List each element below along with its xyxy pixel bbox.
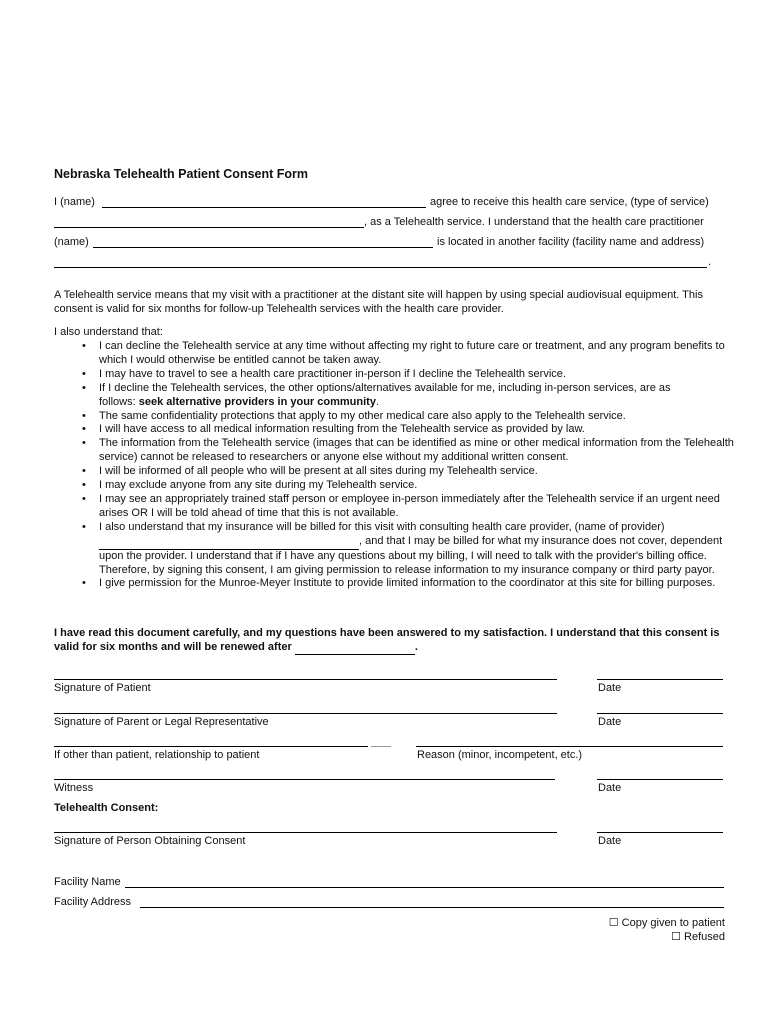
name-label: I (name) — [54, 196, 95, 208]
bullet-icon: • — [82, 437, 86, 450]
relationship-line-gap — [371, 746, 391, 747]
facility-name-field[interactable] — [125, 887, 724, 888]
practitioner-name-field[interactable] — [93, 247, 433, 248]
renewal-date-field[interactable] — [295, 641, 415, 656]
facility-name-label: Facility Name — [54, 876, 121, 888]
acknowledgement-statement: I have read this document carefully, and my questions have been answered to my satisfaction. I understand that this consent is valid for six months and will be renewed after . — [54, 627, 734, 655]
reason-line[interactable] — [416, 746, 723, 747]
witness-date-label: Date — [598, 782, 622, 794]
list-item: • I will be informed of all people who will be present at all sites during my Telehealth service. — [82, 465, 538, 478]
facility-address-field[interactable] — [140, 907, 724, 908]
facility-located-text: is located in another facility (facility name and address) — [437, 236, 705, 248]
bullet-icon: • — [82, 492, 86, 505]
practitioner-name-label: (name) — [54, 236, 89, 248]
patient-signature-label: Signature of Patient — [54, 682, 151, 694]
list-item: • I may exclude anyone from any site during my Telehealth service. — [82, 479, 418, 492]
also-understand-intro: I also understand that: — [54, 326, 163, 338]
understanding-list — [54, 340, 734, 591]
bullet-icon: • — [82, 409, 86, 422]
list-item: • I also understand that my insurance will be billed for this visit with consulting health care provider, (name of provider) , and that I may be billed for what my insurance does not cover, dependent upon the provider. I understand that if I have any questions about my billing, I will need to talk with the provider's billing office. Therefore, by signing this consent, I am giving permission to release information to my insurance company or third party payor. — [82, 520, 723, 576]
form-title: Nebraska Telehealth Patient Consent Form — [54, 167, 308, 181]
parent-signature-line[interactable] — [54, 713, 557, 714]
relationship-label: If other than patient, relationship to patient — [54, 749, 260, 761]
list-item: • I can decline the Telehealth service at any time without affecting my right to future care or treatment, and any program benefits to which I would otherwise be entitled cannot be taken away. — [82, 340, 725, 366]
alternative-providers-text: seek alternative providers in your community — [138, 395, 376, 408]
obtaining-signature-label: Signature of Person Obtaining Consent — [54, 835, 246, 847]
list-item: • The same confidentiality protections that apply to my other medical care also apply to the Telehealth service. — [82, 409, 626, 422]
relationship-line[interactable] — [54, 746, 368, 747]
reason-label: Reason (minor, incompetent, etc.) — [417, 749, 583, 761]
parent-date-label: Date — [598, 716, 622, 728]
witness-label: Witness — [54, 782, 94, 794]
telehealth-service-text: , as a Telehealth service. I understand that the health care practitioner — [364, 216, 704, 228]
bullet-icon: • — [82, 577, 86, 590]
obtaining-signature-line[interactable] — [54, 832, 557, 833]
bullet-icon: • — [82, 520, 86, 533]
service-type-field[interactable] — [54, 227, 364, 228]
list-item: • I give permission for the Munroe-Meyer Institute to provide limited information to the coordinator at this site for billing purposes. — [82, 577, 716, 590]
bullet-icon: • — [82, 423, 86, 436]
witness-date-line[interactable] — [597, 779, 723, 780]
parent-signature-label: Signature of Parent or Legal Representative — [54, 716, 269, 728]
list-item: • I will have access to all medical information resulting from the Telehealth service as provided by law. — [82, 423, 585, 436]
list-item: • The information from the Telehealth service (images that can be identified as mine or other medical information from the Telehealth service) cannot be released to researchers or anyone else without my additional written consent. — [82, 437, 734, 464]
checkbox-icon[interactable]: ☐ — [671, 931, 681, 943]
bullet-icon: • — [82, 479, 86, 492]
witness-signature-line[interactable] — [54, 779, 555, 780]
patient-signature-line[interactable] — [54, 679, 557, 680]
patient-date-line[interactable] — [597, 679, 723, 680]
bullet-icon: • — [82, 367, 86, 380]
period-text: . — [708, 256, 712, 268]
patient-name-field[interactable] — [102, 207, 426, 208]
facility-name-address-field[interactable] — [54, 267, 707, 268]
patient-date-label: Date — [598, 682, 622, 694]
parent-date-line[interactable] — [597, 713, 723, 714]
bullet-icon: • — [82, 381, 86, 394]
refused-option[interactable]: ☐ Refused — [671, 931, 725, 943]
list-item: • If I decline the Telehealth services, the other options/alternatives available for me, including in-person services, are as follows: seek alternative providers in your community. — [82, 381, 671, 408]
list-item: • I may see an appropriately trained staff person or employee in-person immediately after the Telehealth service if an urgent need arises OR I will be told ahead of time that this is not available. — [82, 492, 720, 519]
telehealth-consent-heading: Telehealth Consent: — [54, 802, 159, 814]
bullet-icon: • — [82, 340, 86, 352]
telehealth-definition-paragraph: A Telehealth service means that my visit with a practitioner at the distant site will happen by using special audiovisual equipment. This consent is valid for six months for follow-up Telehealth services with the health care provider. — [54, 289, 703, 315]
agree-text: agree to receive this health care service, (type of service) — [430, 196, 709, 208]
list-item: • I may have to travel to see a health care practitioner in-person if I decline the Telehealth service. — [82, 367, 566, 380]
provider-name-field[interactable] — [99, 535, 359, 550]
checkbox-icon[interactable]: ☐ — [608, 917, 619, 929]
facility-address-label: Facility Address — [54, 896, 132, 908]
bullet-icon: • — [82, 465, 86, 478]
copy-given-option[interactable]: ☐ Copy given to patient — [608, 917, 725, 929]
obtaining-date-label: Date — [598, 835, 622, 847]
obtaining-date-line[interactable] — [597, 832, 723, 833]
